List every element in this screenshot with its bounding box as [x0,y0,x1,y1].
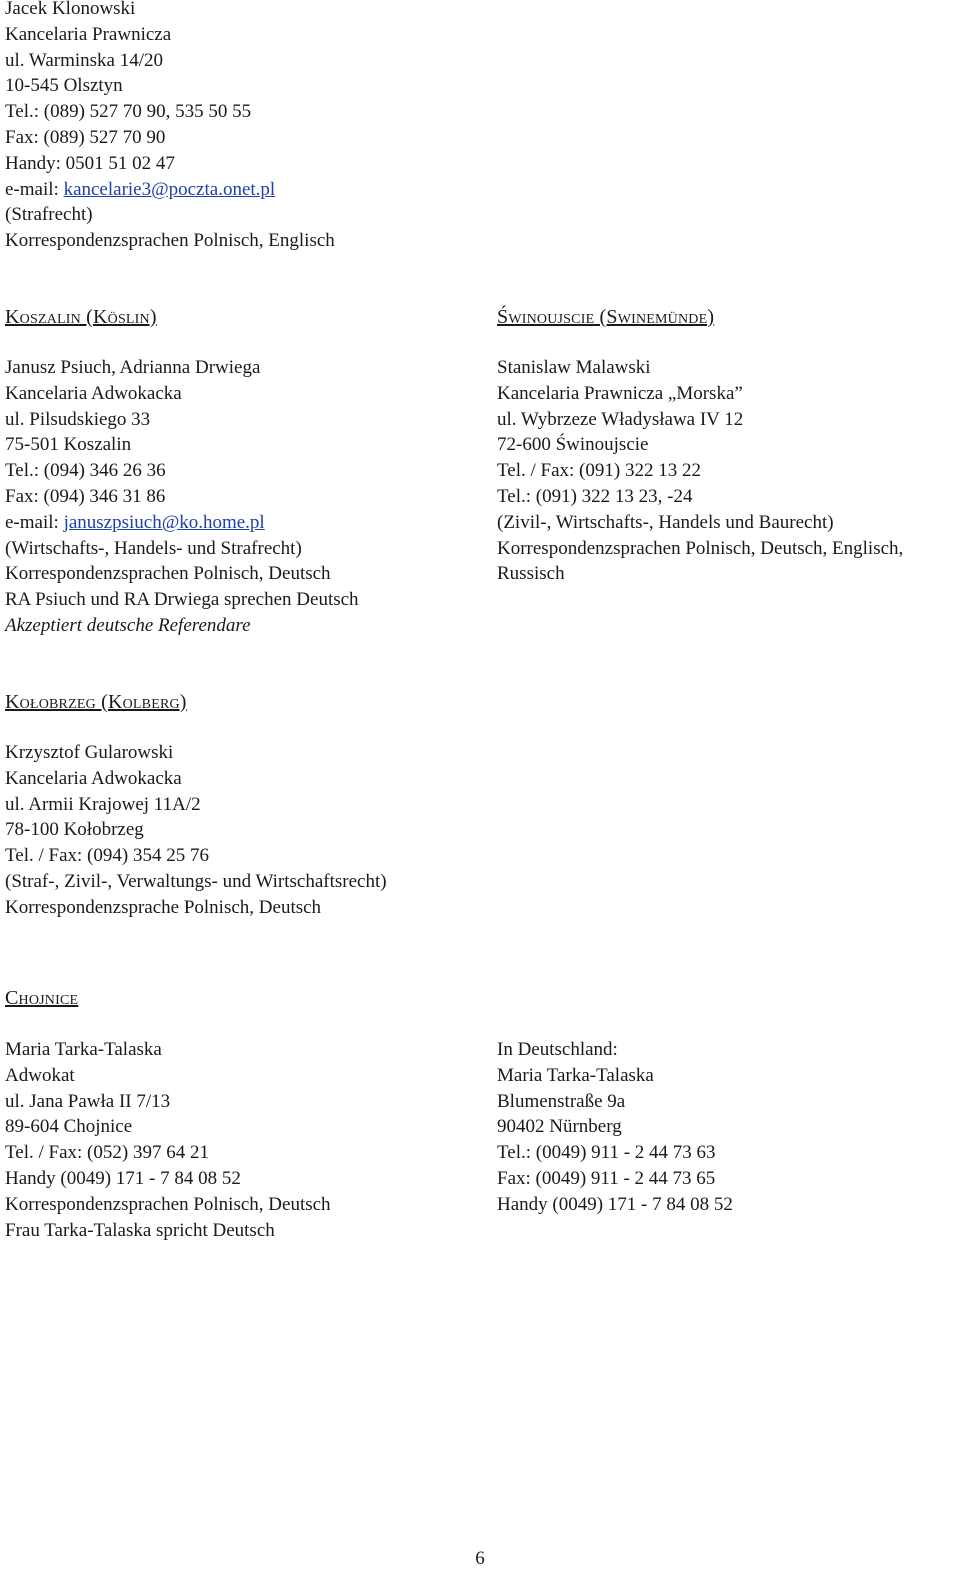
location-label: In Deutschland: [497,1039,618,1060]
firm-name: Kancelaria Prawnicza „Morska” [497,382,743,404]
lawyer-name: Janusz Psiuch, Adrianna Drwiega [5,357,261,378]
city: 89-604 Chojnice [5,1116,133,1138]
phone: Tel.: (094) 346 26 36 [5,460,166,482]
note: RA Psiuch und RA Drwiega sprechen Deutsch [5,589,359,611]
languages: Korrespondenzsprache Polnisch, Deutsch [5,896,322,918]
street-address: ul. Jana Pawła II 7/13 [5,1090,171,1112]
practice-area: (Strafrecht) [5,204,93,226]
entry-klonowski [5,0,335,254]
lawyer-name: Jacek Klonowski [5,0,136,19]
fax: Fax: (094) 346 31 86 [5,485,166,507]
entry-malawski [497,355,903,587]
mobile: Handy (0049) 171 - 7 84 08 52 [5,1167,241,1189]
email-label: e-mail: [5,178,64,200]
email-link[interactable]: kancelarie3@poczta.onet.pl [63,178,276,200]
languages: Korrespondenzsprachen Polnisch, Deutsch, Englisch, [497,537,904,559]
phone: Tel.: (091) 322 13 23, -24 [497,485,693,507]
languages: Korrespondenzsprachen Polnisch, Deutsch [5,563,331,585]
city: 90402 Nürnberg [497,1116,622,1138]
city-heading: Kołobrzeg (Kolberg) [5,691,187,713]
firm-name: Kancelaria Adwokacka [5,767,182,789]
email-label: e-mail: [5,511,64,533]
mobile: Handy: 0501 51 02 47 [5,152,175,174]
phone-fax: Tel. / Fax: (094) 354 25 76 [5,845,209,867]
languages: Korrespondenzsprachen Polnisch, Deutsch [5,1193,331,1215]
lawyer-name: Maria Tarka-Talaska [497,1064,654,1086]
practice-area: (Wirtschafts-, Handels- und Strafrecht) [5,537,302,559]
page-number: 6 [475,1548,485,1569]
street-address: Blumenstraße 9a [497,1090,626,1112]
email-line [5,510,359,536]
practice-area: (Zivil-, Wirtschafts-, Handels und Baurecht) [497,511,834,533]
lawyer-name: Stanislaw Malawski [497,357,651,378]
section-koszalin [5,304,157,330]
city-heading: Chojnice [5,987,79,1009]
lawyer-name: Krzysztof Gularowski [5,742,174,763]
note: Frau Tarka-Talaska spricht Deutsch [5,1219,275,1241]
street-address: ul. Armii Krajowej 11A/2 [5,793,201,815]
phone: Tel.: (0049) 911 - 2 44 73 63 [497,1142,716,1164]
street-address: ul. Warminska 14/20 [5,49,164,71]
firm-name: Kancelaria Prawnicza [5,23,172,45]
entry-tarka-talaska [5,1037,331,1243]
city-heading: Świnoujscie (Swinemünde) [497,306,715,328]
street-address: ul. Wybrzeze Władysława IV 12 [497,408,744,430]
city: 72-600 Świnoujscie [497,434,649,456]
section-kolobrzeg [5,689,187,715]
email-line [5,177,335,203]
professional-title: Adwokat [5,1064,75,1086]
phone-fax: Tel. / Fax: (091) 322 13 22 [497,460,701,482]
practice-area: (Straf-, Zivil-, Verwaltungs- und Wirtschaftsrecht) [5,870,387,892]
entry-psiuch [5,355,359,639]
note-italic: Akzeptiert deutsche Referendare [5,614,251,636]
phone-fax: Tel. / Fax: (052) 397 64 21 [5,1142,209,1164]
firm-name: Kancelaria Adwokacka [5,382,182,404]
city-heading: Koszalin (Köslin) [5,306,157,328]
languages-continued: Russisch [497,563,565,585]
email-link[interactable]: januszpsiuch@ko.home.pl [63,511,265,533]
fax: Fax: (0049) 911 - 2 44 73 65 [497,1167,716,1189]
section-chojnice [5,985,78,1011]
languages: Korrespondenzsprachen Polnisch, Englisch [5,230,335,252]
fax: Fax: (089) 527 70 90 [5,126,166,148]
section-swinoujscie [497,304,714,330]
phone: Tel.: (089) 527 70 90, 535 50 55 [5,101,252,123]
mobile: Handy (0049) 171 - 7 84 08 52 [497,1193,733,1215]
entry-gularowski [5,740,387,921]
city: 78-100 Kołobrzeg [5,819,144,841]
lawyer-name: Maria Tarka-Talaska [5,1039,162,1060]
street-address: ul. Pilsudskiego 33 [5,408,151,430]
entry-germany [497,1037,733,1218]
city: 75-501 Koszalin [5,434,132,456]
city: 10-545 Olsztyn [5,75,123,97]
